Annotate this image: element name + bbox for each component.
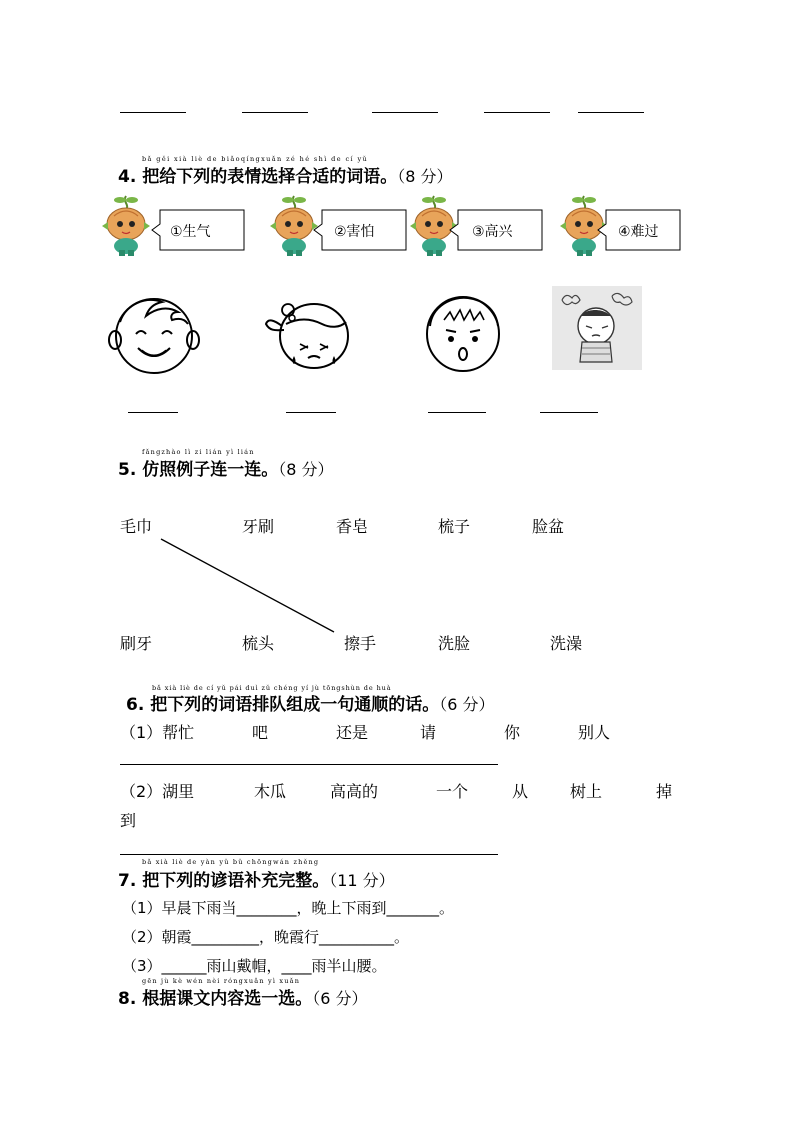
- q5-bottom-word-1: 刷牙: [120, 634, 153, 653]
- q8-points: （6 分）: [312, 989, 368, 1008]
- option-3: ③高兴: [472, 224, 513, 240]
- q5-top-word-5: 脸盆: [532, 517, 565, 536]
- q8-title: [118, 984, 368, 1009]
- q7-line-3: （3）______雨山戴帽，____雨半山腰。: [122, 957, 387, 975]
- q5-bottom-word-2: 梳头: [242, 634, 275, 653]
- option-1: ①生气: [170, 224, 211, 240]
- q5-title: [118, 455, 334, 480]
- q5-top-word-4: 梳子: [438, 517, 471, 536]
- q7-line-1: （1）早晨下雨当________，晚上下雨到_______。: [122, 899, 455, 917]
- q7-points: （11 分）: [329, 871, 395, 890]
- q6-points: （6 分）: [439, 695, 495, 714]
- q6-s2-word-4: 从: [512, 782, 529, 801]
- q6-s1-word-1: 吧: [252, 723, 269, 742]
- top-blank-1: [120, 112, 186, 113]
- onion-mascot-icon-1: [100, 192, 152, 258]
- top-blank-3: [372, 112, 438, 113]
- q5-bottom-word-5: 洗澡: [550, 634, 583, 653]
- q6-s2-word-1: 木瓜: [254, 782, 287, 801]
- top-blank-4: [484, 112, 550, 113]
- q5-points: （8 分）: [278, 460, 334, 479]
- q5-bottom-word-3: 擦手: [344, 634, 377, 653]
- sad-face-icon: [264, 296, 356, 374]
- q7-title-text: 7. 把下列的谚语补充完整。: [118, 871, 330, 891]
- q5-top-word-3: 香皂: [336, 517, 369, 536]
- q6-s2-answer-line: [120, 854, 498, 855]
- q6-s2-label: （2）湖里: [120, 782, 195, 801]
- q7-line-2: （2）朝霞_________，晚霞行__________。: [122, 928, 410, 946]
- q8-title-text: 8. 根据课文内容选一选。: [118, 989, 313, 1009]
- q5-pinyin: fǎngzhào lì zi lián yì lián: [142, 448, 255, 456]
- option-2: ②害怕: [334, 224, 375, 240]
- happy-face-icon: [106, 290, 202, 376]
- q6-s2-word-2: 高高的: [330, 782, 379, 801]
- top-blank-2: [242, 112, 308, 113]
- face-blank-3: [428, 412, 486, 413]
- q6-s1-word-3: 请: [420, 723, 437, 742]
- q6-pinyin: bǎ xià liè de cí yǔ pái duì zǔ chéng yí jù tōngshùn de huà: [152, 684, 392, 692]
- q6-s2-word-6: 掉: [656, 782, 673, 801]
- q6-s1-label: （1）帮忙: [120, 723, 195, 742]
- q6-s1-word-5: 别人: [578, 723, 611, 742]
- q8-pinyin: gēn jù kè wén nèi róngxuǎn yì xuǎn: [142, 977, 301, 985]
- q5-top-word-1: 毛巾: [120, 517, 153, 536]
- q6-s1-word-2: 还是: [336, 723, 369, 742]
- q4-title: [118, 162, 453, 187]
- q7-pinyin: bǎ xià liè de yàn yǔ bǔ chōngwán zhěng: [142, 858, 320, 866]
- face-blank-2: [286, 412, 336, 413]
- surprised-face-icon: [422, 290, 504, 374]
- q6-title-text: 6. 把下列的词语排队组成一句通顺的话。: [126, 695, 440, 715]
- q6-s1-word-4: 你: [504, 723, 521, 742]
- q4-points: （8 分）: [397, 167, 453, 186]
- top-blank-5: [578, 112, 644, 113]
- q4-pinyin: bǎ gěi xià liè de biǎoqíngxuǎn zé hé shì de cí yǔ: [142, 155, 369, 163]
- option-4: ④难过: [618, 224, 659, 240]
- q5-title-text: 5. 仿照例子连一连。: [118, 460, 279, 480]
- face-blank-4: [540, 412, 598, 413]
- q6-s2-word-3: 一个: [436, 782, 469, 801]
- angry-girl-icon: [552, 286, 642, 370]
- face-blank-1: [128, 412, 178, 413]
- q5-top-word-2: 牙刷: [242, 517, 275, 536]
- q6-title: [126, 690, 495, 715]
- q6-s1-answer-line: [120, 764, 498, 765]
- q4-title-text: 4. 把给下列的表情选择合适的词语。: [118, 167, 398, 187]
- q5-bottom-word-4: 洗脸: [438, 634, 471, 653]
- q6-s2-word-5: 树上: [570, 782, 603, 801]
- q7-title: [118, 866, 395, 891]
- q6-s2-tail: 到: [120, 811, 137, 830]
